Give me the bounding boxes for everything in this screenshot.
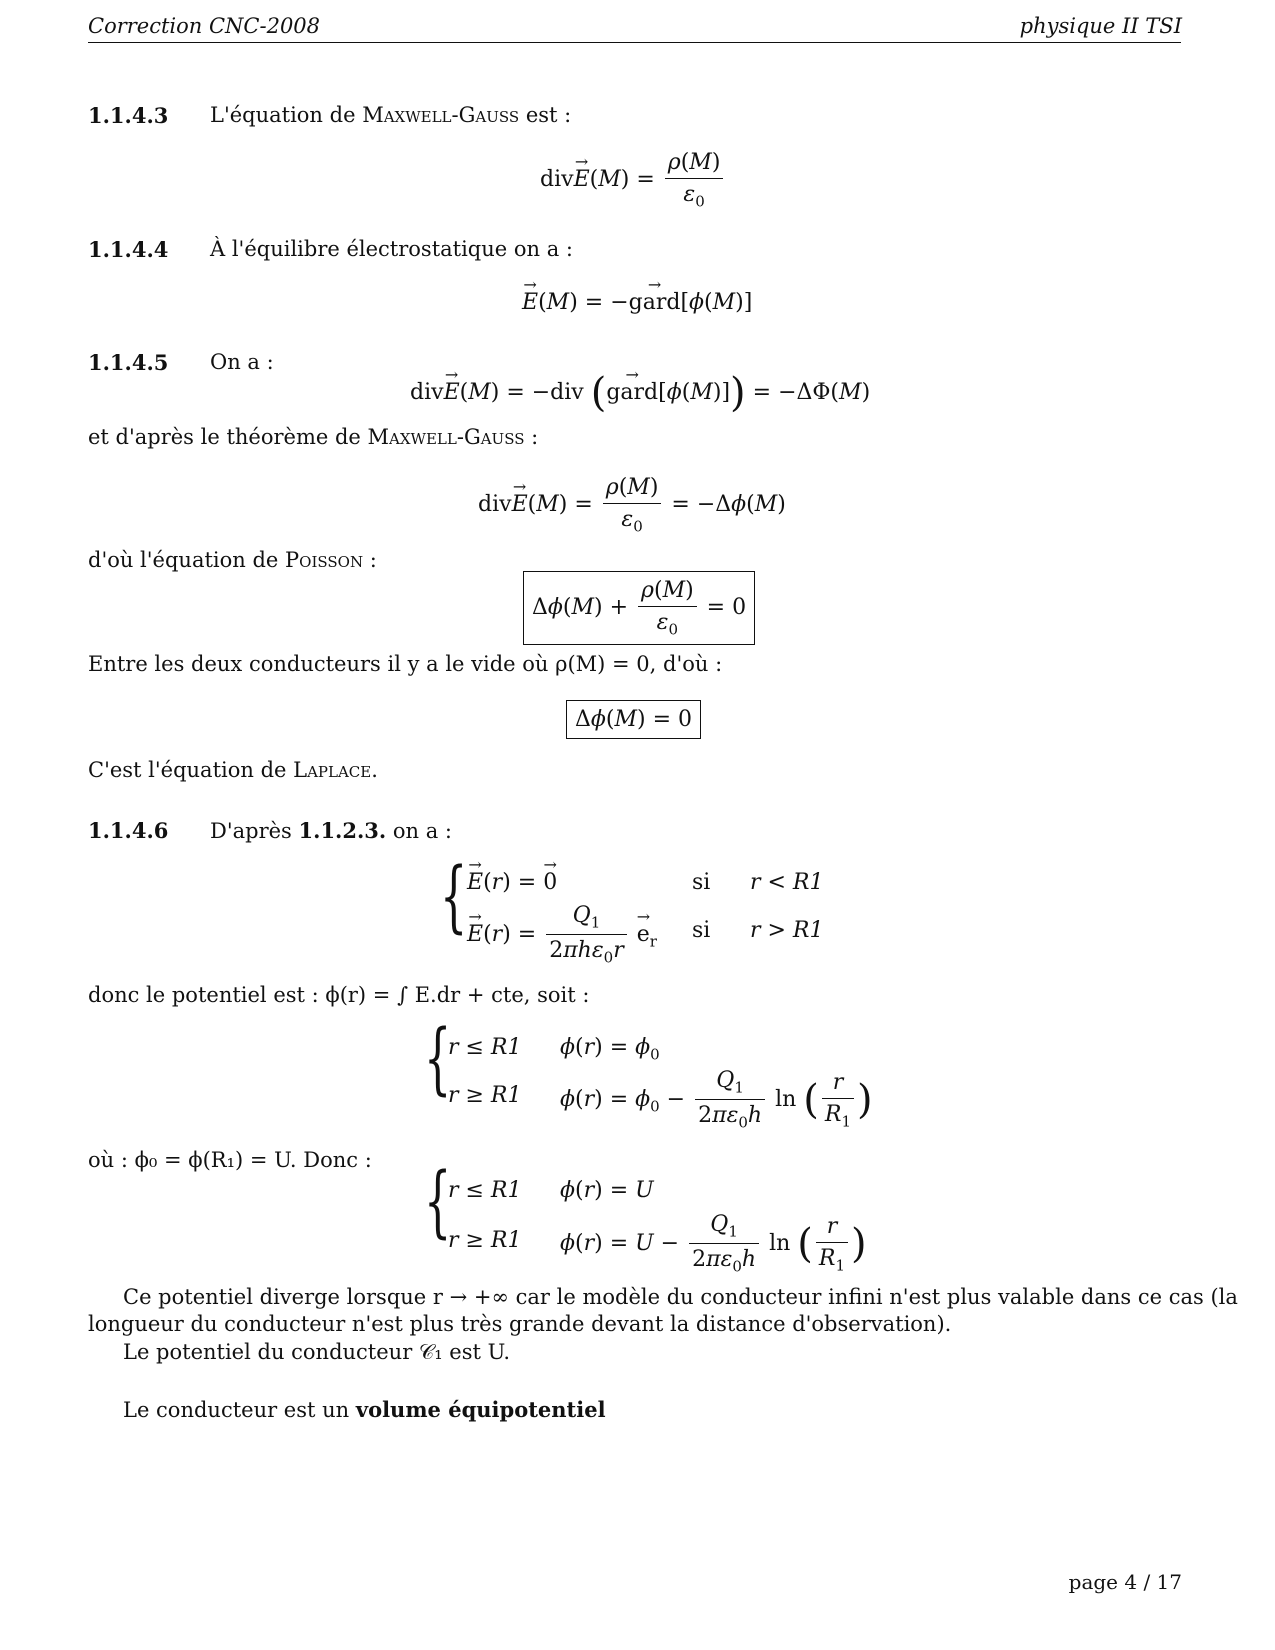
equation-mg-laplacian: div→ E(M) = $\frac{\rho(M)}{\varepsilon_0}$ = −Δϕ(M) <box>478 475 786 535</box>
section-1145-text: On a : <box>210 350 274 374</box>
section-1144-number: 1.1.4.4 <box>88 237 169 262</box>
equation-field-inside: → E(r) = → 0 <box>467 870 557 895</box>
paragraph-potentiel: donc le potentiel est : ϕ(r) = ∫ E.dr + cte, soit : <box>88 983 590 1007</box>
potential-2-cond-le: r ≤ R1 <box>448 1178 522 1203</box>
paragraph-poisson: d'où l'équation de Poisson : <box>88 548 377 572</box>
section-1145-number: 1.1.4.5 <box>88 350 169 375</box>
brace-field-system: { <box>440 852 468 942</box>
final-bold-term: volume équipotentiel <box>355 1397 606 1422</box>
equation-potential-1-inside: $\phi(r) = \phi_0$ <box>560 1035 660 1064</box>
header-rule <box>88 42 1181 43</box>
equation-field-outside: → E(r) = $\frac{Q_1}{2\pi h\varepsilon_0r}$ → $e_r$ <box>467 903 657 967</box>
paragraph-vide: Entre les deux conducteurs il y a le vide où ρ(M) = 0, d'où : <box>88 652 723 676</box>
field-inside-cond: r < R1 <box>750 870 824 895</box>
equation-poisson-boxed: Δϕ(M) + $\frac{\rho(M)}{\varepsilon_0}$ = 0 <box>523 571 755 645</box>
paragraph-donc: où : ϕ₀ = ϕ(R₁) = U. Donc : <box>88 1148 372 1172</box>
paragraph-final: Le conducteur est un volume équipotentiel <box>123 1397 606 1422</box>
paragraph-laplace: C'est l'équation de Laplace. <box>88 758 378 782</box>
section-1146-text: D'après 1.1.2.3. on a : <box>210 818 453 843</box>
brace-potential-system-2: { <box>424 1157 452 1247</box>
equation-laplace-boxed: Δϕ(M) = 0 <box>566 700 701 739</box>
paragraph-conductor-potential: Le potentiel du conducteur 𝒞₁ est U. <box>123 1340 511 1364</box>
name-maxwell-gauss: Maxwell-Gauss <box>362 103 520 127</box>
brace-potential-system-1: { <box>424 1014 452 1104</box>
section-1143-text: L'équation de Maxwell-Gauss est : <box>210 103 572 127</box>
field-inside-si: si <box>692 870 711 895</box>
field-outside-si: si <box>692 918 711 943</box>
equation-potential-2-outside: ϕ(r) = U − $\frac{Q_1}{2\pi\varepsilon_0h}$ ln ( $\frac{r}{R_1}$ ) <box>560 1212 867 1276</box>
potential-2-cond-ge: r ≥ R1 <box>448 1228 522 1253</box>
section-1143-number: 1.1.4.3 <box>88 103 169 128</box>
paragraph-diverge-line-1: Ce potentiel diverge lorsque r → +∞ car le modèle du conducteur infini n'est plus valable dans ce cas (la <box>123 1285 1238 1309</box>
paragraph-mg-theorem: et d'après le théorème de Maxwell-Gauss : <box>88 425 539 449</box>
equation-potential-1-outside: $\phi(r) = \phi_0$ − $\frac{Q_1}{2\pi\varepsilon_0h}$ ln ( $\frac{r}{R_1}$ ) <box>560 1068 873 1132</box>
page-number: page 4 / 17 <box>1068 1570 1182 1594</box>
field-outside-cond: r > R1 <box>750 918 824 943</box>
equation-div-laplacian: div→ E(M) = −div (→ gard[ϕ(M)]) = −ΔΦ(M) <box>410 370 870 416</box>
paragraph-diverge-line-2: longueur du conducteur n'est plus très grande devant la distance d'observation). <box>88 1312 952 1336</box>
section-1144-text: À l'équilibre électrostatique on a : <box>210 237 573 261</box>
equation-maxwell-gauss: div→ E(M) = $\frac{\rho(M)}{\varepsilon_0}$ <box>540 150 726 210</box>
equation-field-gradient: → E(M) = −→ gard[ϕ(M)] <box>522 290 752 315</box>
equation-potential-2-inside: ϕ(r) = U <box>560 1178 654 1203</box>
potential-1-cond-le: r ≤ R1 <box>448 1035 522 1060</box>
section-1146-number: 1.1.4.6 <box>88 818 169 843</box>
potential-1-cond-ge: r ≥ R1 <box>448 1083 522 1108</box>
header-right: physique II TSI <box>1019 14 1182 38</box>
header-left: Correction CNC-2008 <box>88 14 321 38</box>
